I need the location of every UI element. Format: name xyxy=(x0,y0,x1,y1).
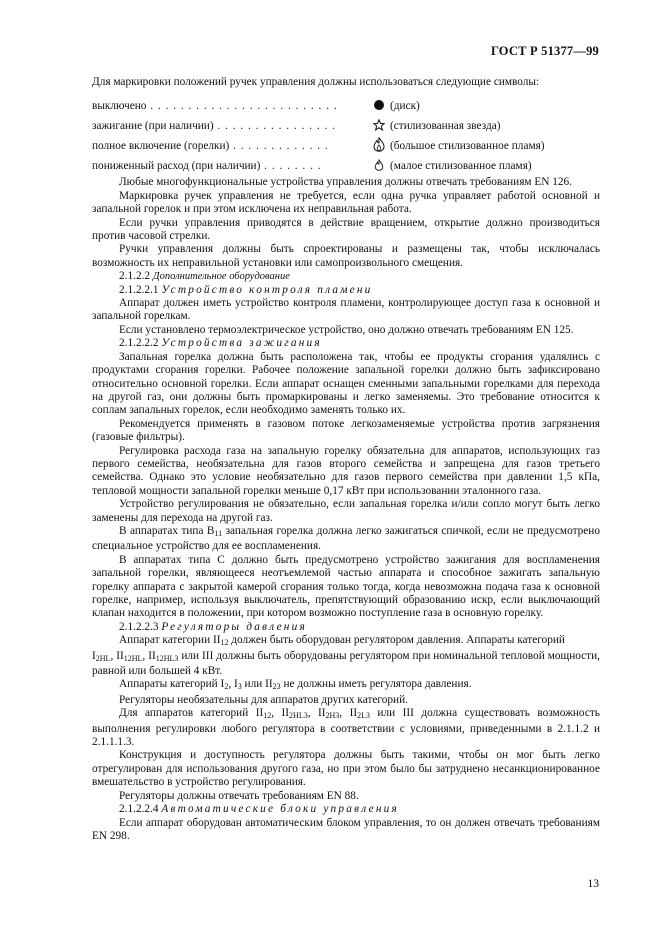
paragraph: Для аппаратов категорий $II_{12}$, $II_{2HL3}$, $II_{2H3}$, $II_{2L3}$ или III должна существовать возможность выполнения регулировки любого регулятора в соответствии с условиями, приведенными в 2.1.1.2 и 2.1.1.1.3. xyxy=(92,707,600,749)
large-flame-icon xyxy=(368,137,390,155)
paragraph: В аппаратах типа $B_{11}$ запальная горелка должна легко зажигаться спичкой, если не предусмотрено специальное устройство для ее воспламенения. xyxy=(92,524,600,553)
section-heading: 2.1.2.2.1 Устройство контроля пламени xyxy=(119,283,373,296)
paragraph: Ручки управления должны быть спроектированы и размещены так, чтобы исключалась возможность их неправильной установки или самопроизвольного смещения. xyxy=(92,243,600,269)
section-heading: 2.1.2.2 Дополнительное оборудование xyxy=(119,270,290,283)
paragraph: Устройство регулирования не обязательно, если запальная горелка и/или сопло могут быть легко заменены для перехода на другой газ. xyxy=(92,498,600,524)
paragraph: Аппараты категорий $I_2$, $I_3$ или $II_{23}$ не должны иметь регулятора давления. xyxy=(119,678,472,692)
disk-icon xyxy=(368,99,390,114)
paragraph: Регуляторы должны отвечать требованиям EN 88. xyxy=(119,789,359,802)
paragraph: Если установлено термоэлектрическое устройство, оно должно отвечать требованиям EN 125. xyxy=(119,323,574,336)
symbols-intro: Для маркировки положений ручек управления должны использоваться следующие символы: xyxy=(92,76,540,88)
symbol-description: (стилизованная звезда) xyxy=(390,119,501,132)
paragraph: Регулировка расхода газа на запальную горелку обязательна для аппаратов, использующих газ первого семейства, необязательна для газов второго семейства и запрещена для газов третьего семейства. Однако это условие необязательно для газов первого семейства при давлении 1,5 кПа, тепловой мощности запальной горелки меньше 0,17 кВт при использовании эталонного газа. xyxy=(92,444,600,497)
paragraph: Если аппарат оборудован автоматическим блоком управления, то он должен отвечать требованиям EN 298. xyxy=(92,816,600,842)
standard-header: ГОСТ Р 51377—99 xyxy=(490,44,599,58)
paragraph: Рекомендуется применять в газовом потоке легкозаменяемые устройства против загрязнения (газовые фильтры). xyxy=(92,417,600,444)
symbol-description: (малое стилизованное пламя) xyxy=(390,159,532,172)
symbol-label: выключено . . . . . . . . . . . . . . . . . . . . . . . . . xyxy=(92,99,338,112)
symbol-label: зажигание (при наличии) . . . . . . . . . . . . . . . . xyxy=(92,119,336,132)
small-flame-icon xyxy=(368,159,390,174)
section-heading: 2.1.2.2.4 Автоматические блоки управления xyxy=(119,803,399,816)
paragraph: В аппаратах типа С должно быть предусмотрено устройство зажигания для воспламенения запальной горелки, являющееся неотъемлемой частью аппарата и способное зажигать запальную горелку аппарата с закрытой камерой сгорания только тогда, когда невозможна подача газа к основной горелке, например, используя выключатель, препятствующий образованию искр, если выключающий клапан находится в положении, при котором возможно поступление газа в основную горелку. xyxy=(92,553,600,620)
paragraph: $I_{2HL}$, $II_{12HL}$, $II_{12HL3}$ или III должны быть оборудованы регулятором при номинальной тепловой мощности, равной или большей 4 кВт. xyxy=(92,649,600,678)
section-heading: 2.1.2.2.3 Регуляторы давления xyxy=(119,620,307,633)
paragraph: Запальная горелка должна быть расположена так, чтобы ее продукты сгорания удалялись с продуктами сгорания горелки. Рабочее положение запальной горелки должно быть зафиксировано относительно основной горелки. Если аппарат оснащен сменными запальными горелками для перехода на другой газ, они должны быть промаркированы и легко заменяемы. Это требование относится к соплам запальных горелок, если необходимо заменять только их. xyxy=(92,350,600,417)
symbol-description: (большое стилизованное пламя) xyxy=(390,139,545,152)
paragraph: Аппарат должен иметь устройство контроля пламени, контролирующее доступ газа к основной и запальной горелкам. xyxy=(92,297,600,323)
symbol-row-reduced xyxy=(92,156,600,176)
symbol-row-ignition xyxy=(92,116,600,136)
symbol-description: (диск) xyxy=(390,99,420,112)
section-heading: 2.1.2.2.2 Устройства зажигания xyxy=(119,337,322,350)
paragraph: Маркировка ручек управления не требуется, если одна ручка управляет работой основной и запальной горелок и при этом исключена их неправильная работа. xyxy=(92,189,600,216)
paragraph: Любые многофункциональные устройства управления должны отвечать требованиям EN 126. xyxy=(119,176,573,189)
document-body xyxy=(92,76,600,843)
symbol-label: полное включение (горелки) . . . . . . . . . . . . . xyxy=(92,139,329,152)
paragraph: Регуляторы необязательны для аппаратов других категорий. xyxy=(119,693,408,706)
symbol-label: пониженный расход (при наличии) . . . . . . . . xyxy=(92,159,322,172)
symbol-row-full xyxy=(92,136,600,156)
paragraph: Если ручки управления приводятся в действие вращением, открытие должно производиться против часовой стрелки. xyxy=(92,216,600,243)
paragraph: Аппарат категории $II_{12}$ должен быть оборудован регулятором давления. Аппараты категорий xyxy=(119,634,565,648)
symbol-row-off xyxy=(92,96,600,116)
page-number: 13 xyxy=(587,878,599,890)
paragraph: Конструкция и доступность регулятора должны быть такими, чтобы он мог быть легко отрегулирован для использования другого газа, но при этом было бы затруднено несанкционированное вмешательство в устройство регулирования. xyxy=(92,749,600,789)
star-icon xyxy=(368,119,390,134)
